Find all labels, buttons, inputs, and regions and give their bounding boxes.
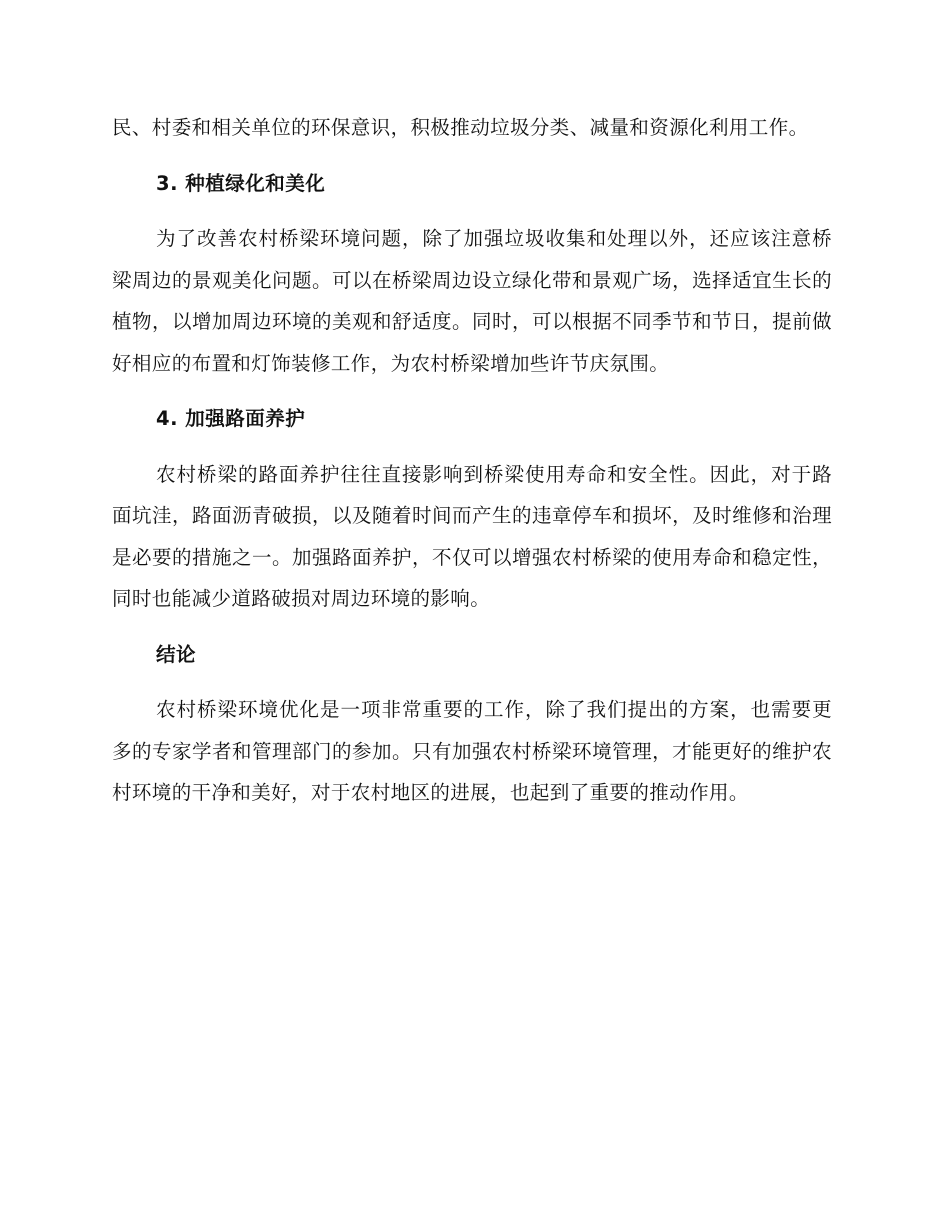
- section-heading-road-maintenance: 4. 加强路面养护: [156, 407, 306, 430]
- spacer: [112, 149, 832, 163]
- section-paragraph-road-maintenance: 农村桥梁的路面养护往往直接影响到桥梁使用寿命和安全性。因此，对于路面坑洼，路面沥青破损，以及随着时间而产生的违章停车和损坏，及时维修和治理是必要的措施之一。加强路面养护，不仅可以增强农村桥梁的使用寿命和稳定性，同时也能减少道路破损对周边环境的影响。: [112, 462, 832, 610]
- spacer: [112, 620, 832, 634]
- document-body: [112, 107, 832, 814]
- spacer: [112, 384, 832, 398]
- spacer: [112, 440, 832, 454]
- intro-paragraph: 民、村委和相关单位的环保意识，积极推动垃圾分类、减量和资源化利用工作。: [112, 116, 809, 139]
- section-heading-conclusion: 结论: [156, 642, 197, 666]
- section-paragraph-planting: 为了改善农村桥梁环境问题，除了加强垃圾收集和处理以外，还应该注意桥梁周边的景观美化问题。可以在桥梁周边设立绿化带和景观广场，选择适宜生长的植物，以增加周边环境的美观和舒适度。同时，可以根据不同季节和节日，提前做好相应的布置和灯饰装修工作，为农村桥梁增加些许节庆氛围。: [112, 227, 832, 375]
- spacer: [112, 204, 832, 218]
- section-paragraph-conclusion: 农村桥梁环境优化是一项非常重要的工作，除了我们提出的方案，也需要更多的专家学者和管理部门的参加。只有加强农村桥梁环境管理，才能更好的维护农村环境的干净和美好，对于农村地区的进展，也起到了重要的推动作用。: [112, 698, 832, 804]
- spacer: [112, 675, 832, 689]
- section-heading-planting: 3. 种植绿化和美化: [156, 171, 326, 195]
